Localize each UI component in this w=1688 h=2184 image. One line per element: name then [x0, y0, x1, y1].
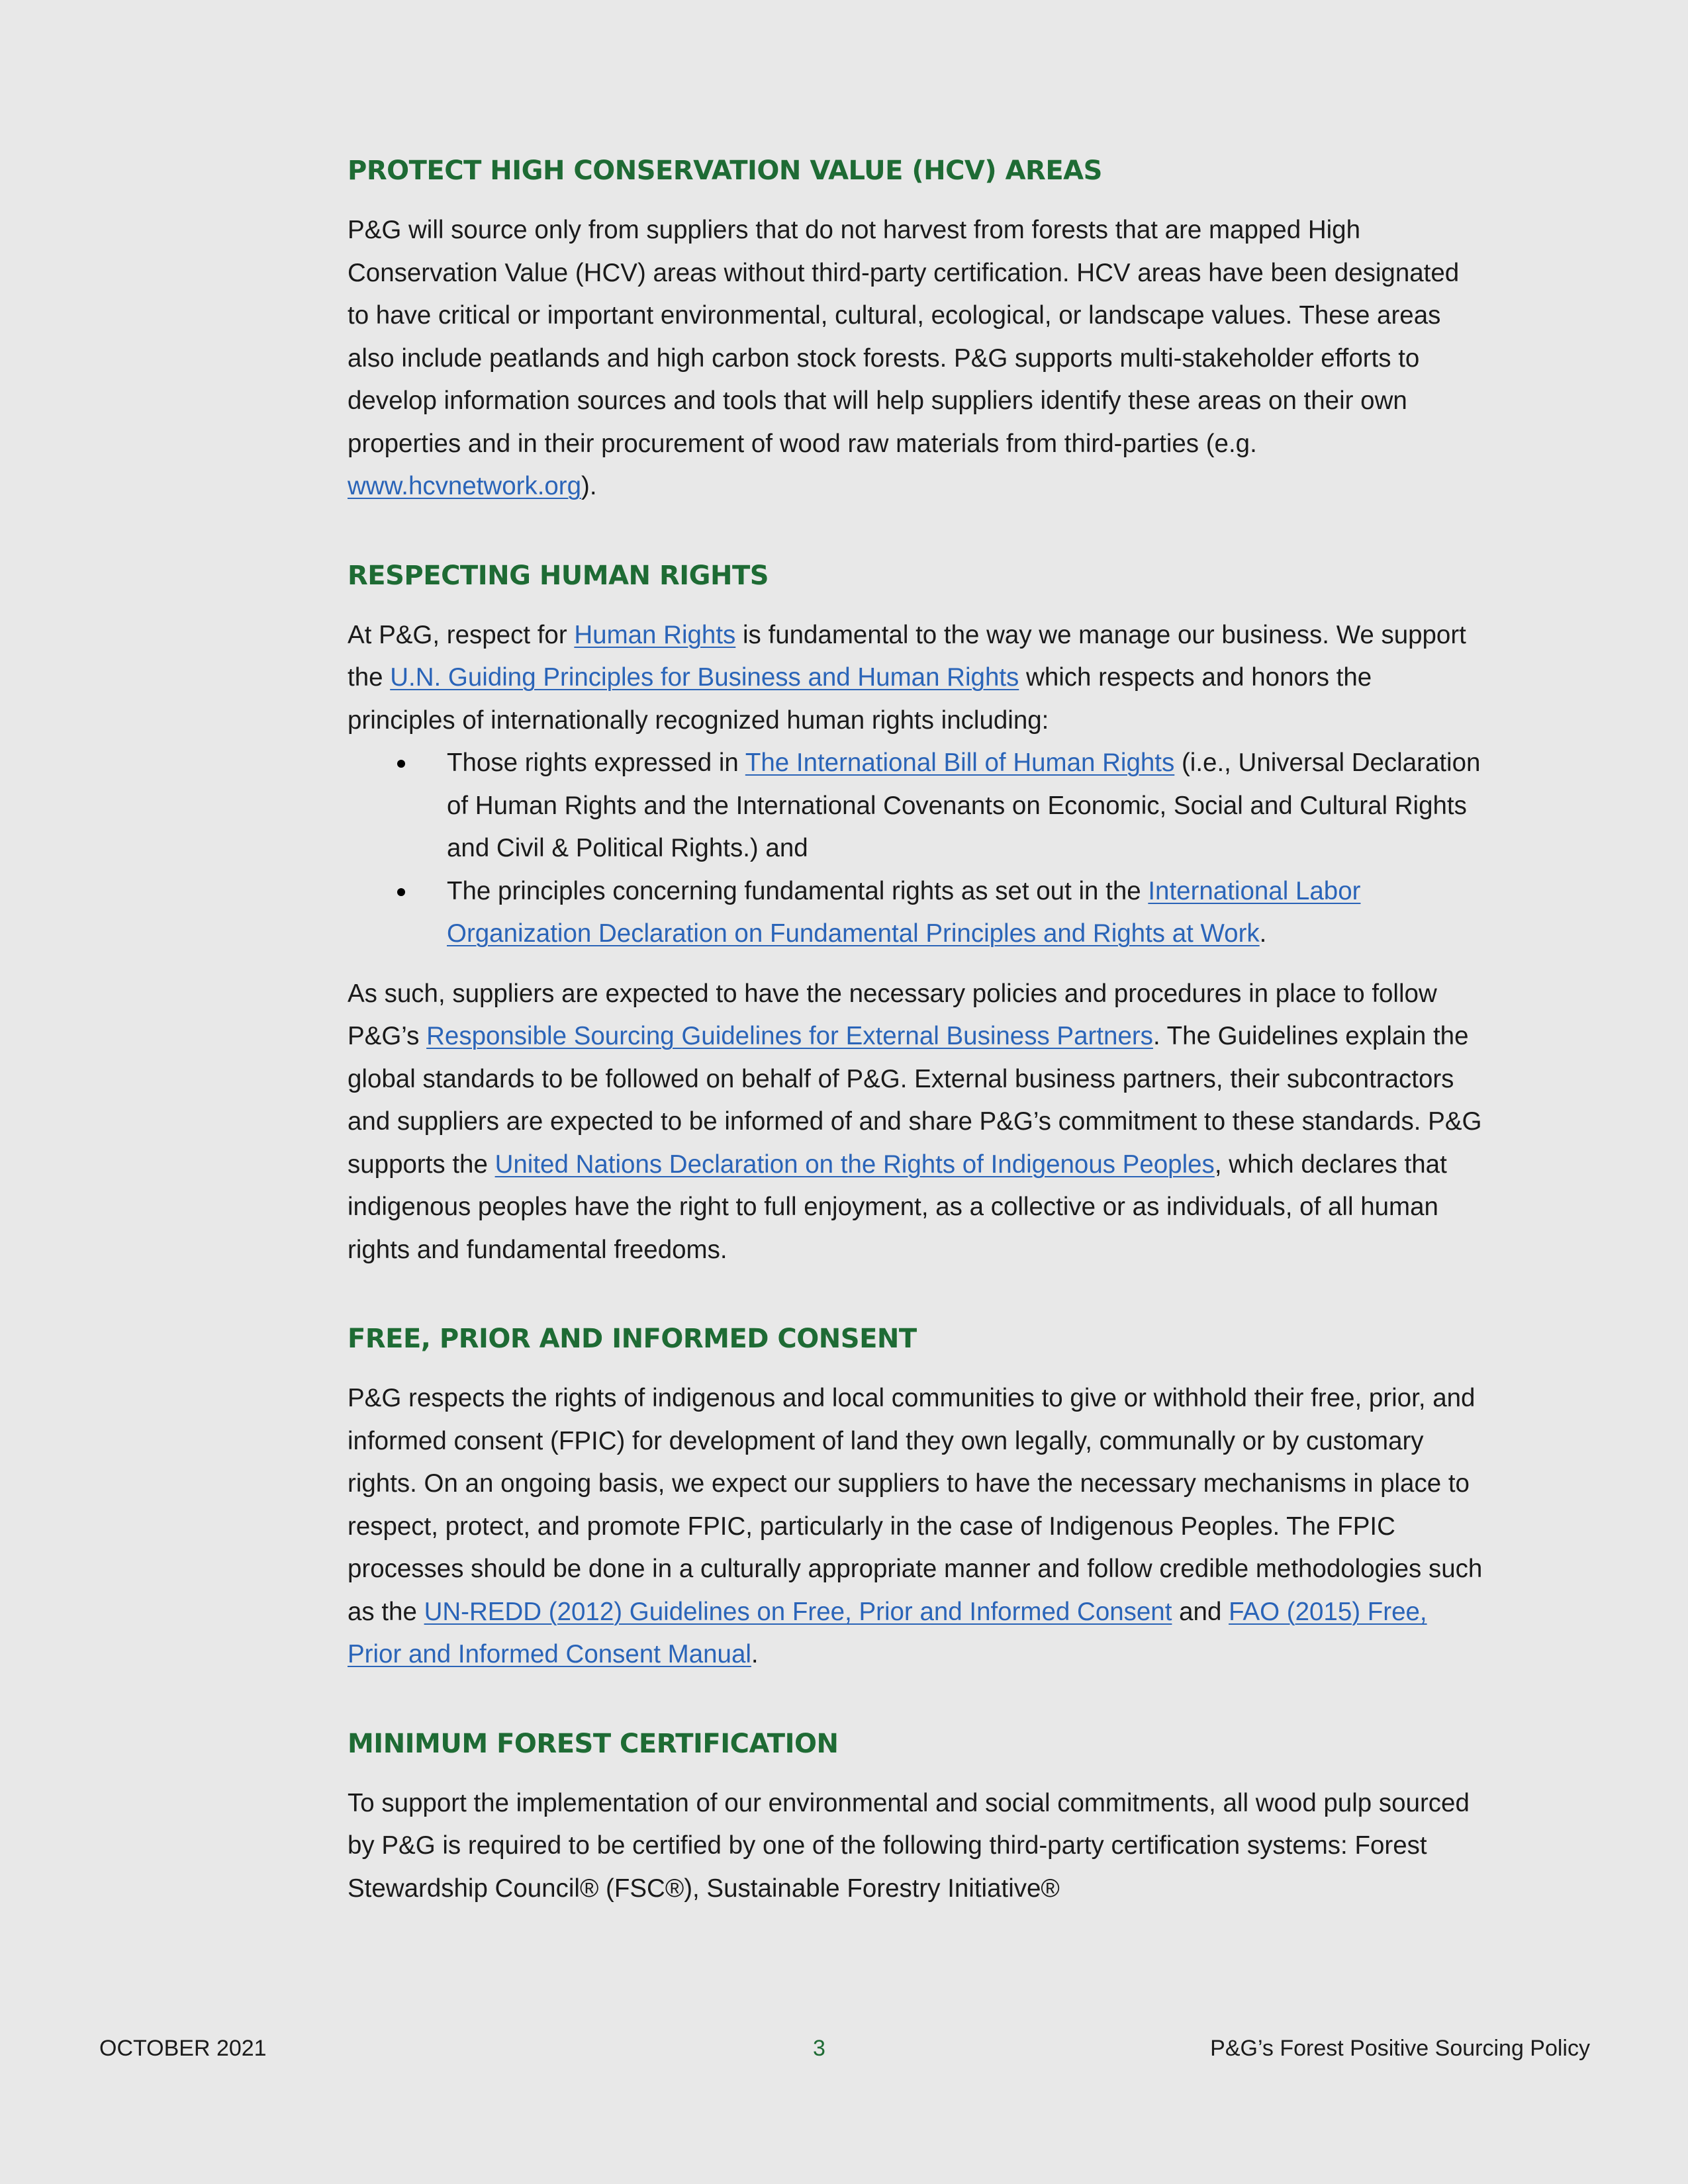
- text: The principles concerning fundamental rights as set out in the: [447, 876, 1149, 905]
- text: Those rights expressed in: [447, 749, 745, 777]
- link-hcvnetwork[interactable]: www.hcvnetwork.org: [348, 472, 582, 500]
- page-number: 3: [813, 2036, 825, 2061]
- page-content: [348, 151, 1486, 1910]
- paragraph-fpic: [348, 1377, 1486, 1676]
- page-footer: [0, 2028, 1688, 2068]
- paragraph-hcv: [348, 209, 1486, 508]
- text: .: [1259, 919, 1267, 948]
- footer-date: OCTOBER 2021: [99, 2036, 267, 2061]
- link-human-rights[interactable]: Human Rights: [574, 620, 736, 649]
- link-fao-manual[interactable]: FAO (2015) Free, Prior and Informed Consent Manual: [348, 1597, 1427, 1668]
- link-un-indigenous-declaration[interactable]: United Nations Declaration on the Rights of Indigenous Peoples: [494, 1150, 1215, 1179]
- text: (i.e., Universal Declaration of Human Rights and the International Covenants on Economic, Social and Cultural Rights and Civil & Political Rights.) and: [447, 749, 1481, 862]
- text: is fundamental to the way we manage our business. We support the: [348, 620, 1466, 692]
- paragraph-human-rights-suppliers: [348, 973, 1486, 1272]
- link-responsible-sourcing[interactable]: Responsible Sourcing Guidelines for External Business Partners: [426, 1022, 1153, 1050]
- link-un-guiding-principles[interactable]: U.N. Guiding Principles for Business and Human Rights: [390, 663, 1019, 692]
- list-item: [348, 742, 1486, 870]
- bullet-icon: [397, 760, 405, 768]
- paragraph-human-rights-intro: [348, 614, 1486, 743]
- heading-fpic: FREE, PRIOR AND INFORMED CONSENT: [348, 1324, 917, 1354]
- text: and: [1172, 1597, 1229, 1626]
- link-international-bill[interactable]: The International Bill of Human Rights: [745, 749, 1175, 777]
- text: At P&G, respect for: [348, 620, 575, 649]
- text: . The Guidelines explain the global standards to be followed on behalf of P&G. External business partners, their subcontractors and suppliers are expected to be informed of and share P&G’s commitment to these standards. P&G supports the: [348, 1022, 1482, 1179]
- link-ilo-declaration[interactable]: International Labor Organization Declaration on Fundamental Principles and Rights at Work: [447, 876, 1361, 948]
- text: , which declares that indigenous peoples have the right to full enjoyment, as a collective or as individuals, of all human rights and fundamental freedoms.: [348, 1150, 1447, 1264]
- text: which respects and honors the principles of internationally recognized human rights including:: [348, 663, 1372, 735]
- text: P&G will source only from suppliers that do not harvest from forests that are mapped High Conservation Value (HCV) areas without third-party certification. HCV areas have been designated to have critical or important environmental, cultural, ecological, or landscape values. These areas also include peatlands and high carbon stock forests. P&G supports multi-stakeholder efforts to develop information sources and tools that will help suppliers identify these areas on their own properties and in their procurement of wood raw materials from third-parties (e.g.: [348, 216, 1460, 458]
- heading-human-rights: RESPECTING HUMAN RIGHTS: [348, 560, 769, 591]
- text: ).: [581, 472, 597, 500]
- text: As such, suppliers are expected to have the necessary policies and procedures in place to follow P&G’s: [348, 979, 1437, 1050]
- human-rights-list: [348, 742, 1486, 956]
- footer-document-title: P&G’s Forest Positive Sourcing Policy: [1210, 2036, 1590, 2061]
- text: .: [751, 1640, 759, 1668]
- heading-hcv: PROTECT HIGH CONSERVATION VALUE (HCV) AREAS: [348, 156, 1102, 186]
- text: P&G respects the rights of indigenous and local communities to give or withhold their free, prior, and informed consent (FPIC) for development of land they own legally, communally or by customary rights. On an ongoing basis, we expect our suppliers to have the necessary mechanisms in place to respect, protect, and promote FPIC, particularly in the case of Indigenous Peoples. The FPIC processes should be done in a culturally appropriate manner and follow credible methodologies such as the: [348, 1384, 1483, 1626]
- heading-certification: MINIMUM FOREST CERTIFICATION: [348, 1728, 839, 1759]
- bullet-icon: [397, 888, 405, 896]
- paragraph-certification: To support the implementation of our environmental and social commitments, all wood pulp sourced by P&G is required to be certified by one of the following third-party certification systems: Forest Stewardship Council® (FSC®), Sustainable Forestry Initiative®: [348, 1788, 1470, 1903]
- link-un-redd-guidelines[interactable]: UN-REDD (2012) Guidelines on Free, Prior and Informed Consent: [424, 1597, 1172, 1626]
- list-item: [348, 870, 1486, 956]
